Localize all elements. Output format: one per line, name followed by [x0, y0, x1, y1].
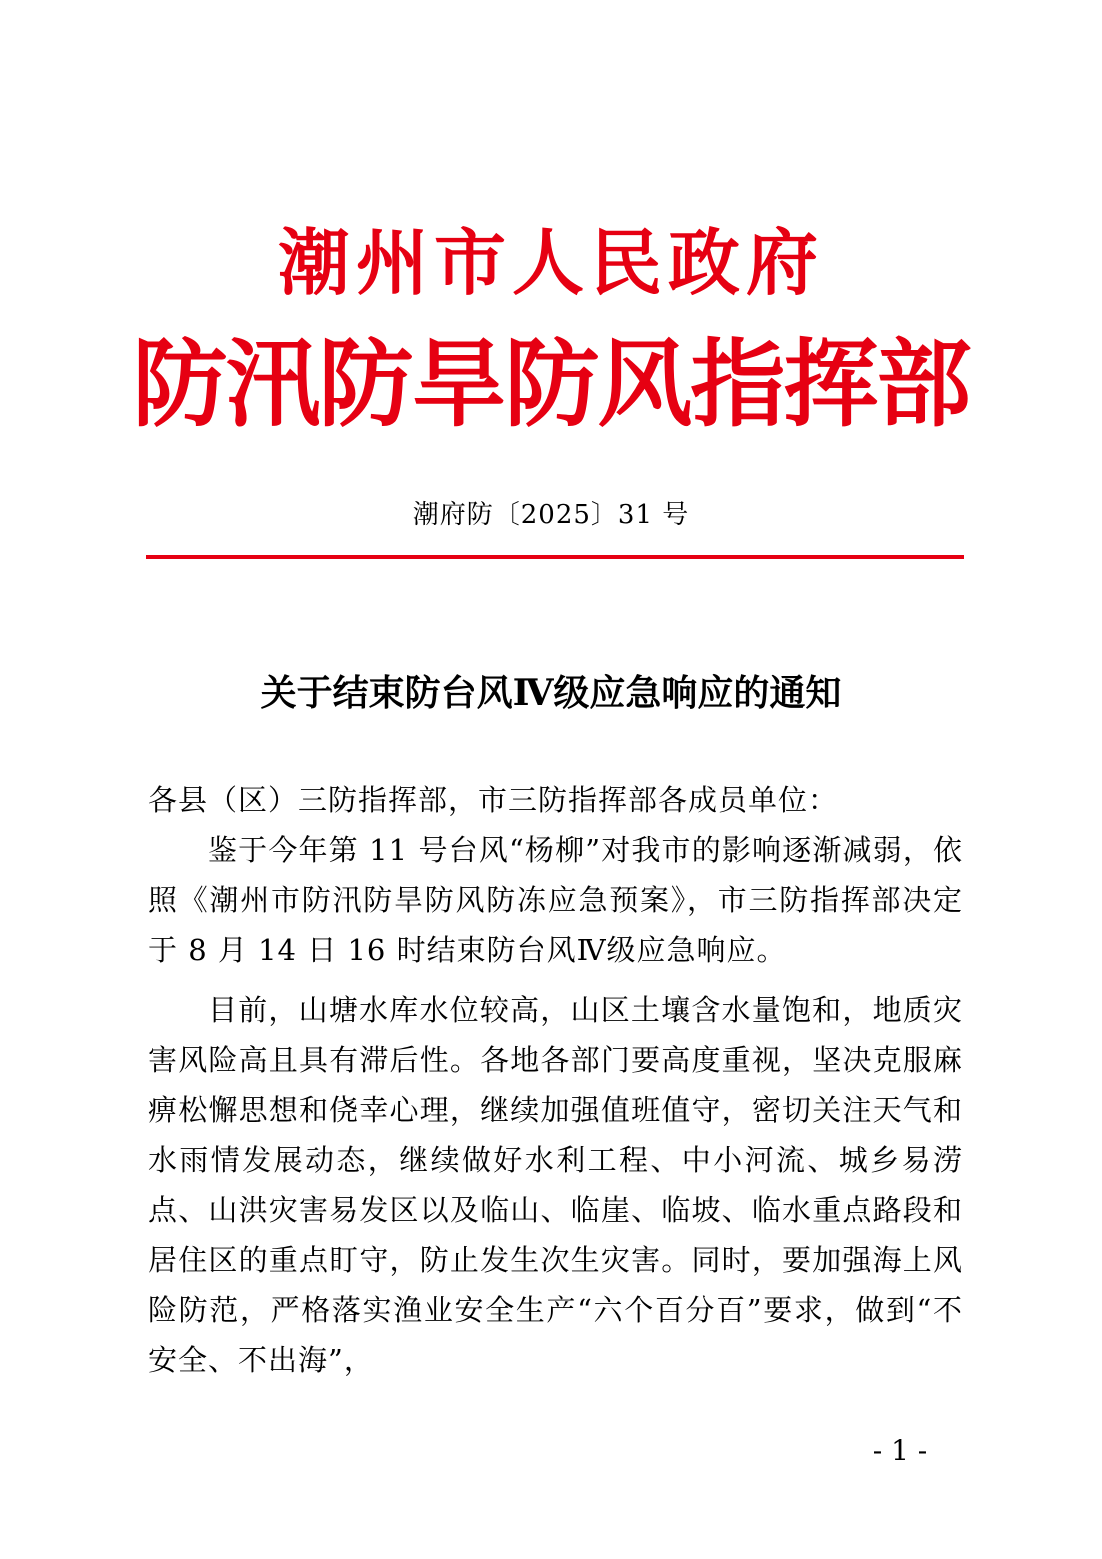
document-body	[148, 775, 963, 1385]
issuing-org-name-line2: 防汛防旱防风指挥部	[132, 330, 970, 440]
issuing-org-name-line1: 潮州市人民政府	[277, 221, 824, 305]
document-number: 潮府防〔2025〕31 号	[412, 500, 690, 530]
header-divider	[146, 555, 964, 559]
addressee: 各县（区）三防指挥部，市三防指挥部各成员单位：	[148, 783, 839, 817]
body-paragraph: 鉴于今年第 11 号台风“杨柳”对我市的影响逐渐减弱，依照《潮州市防汛防旱防风防冻应急预案》，市三防指挥部决定于 8 月 14 日 16 时结束防台风Ⅳ级应急响应。	[148, 833, 963, 967]
body-paragraph: 目前，山塘水库水位较高，山区土壤含水量饱和，地质灾害风险高且具有滞后性。各地各部门要高度重视，坚决克服麻痹松懈思想和侥幸心理，继续加强值班值守，密切关注天气和水雨情发展动态，继续做好水利工程、中小河流、城乡易涝点、山洪灾害易发区以及临山、临崖、临坡、临水重点路段和居住区的重点盯守，防止发生次生灾害。同时，要加强海上风险防范，严格落实渔业安全生产“六个百分百”要求，做到“不安全、不出海”，	[148, 993, 963, 1377]
page-number: - 1 -	[872, 1434, 928, 1467]
document-title: 关于结束防台风Ⅳ级应急响应的通知	[260, 672, 842, 714]
